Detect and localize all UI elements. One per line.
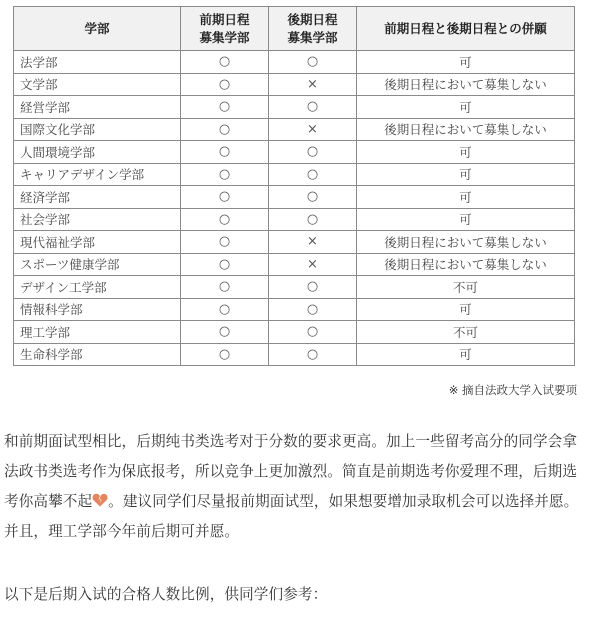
header-late-schedule: 後期日程 募集学部 xyxy=(269,7,357,51)
early-mark-cell: ○ xyxy=(181,298,269,321)
table-row xyxy=(14,96,575,119)
table-row xyxy=(14,163,575,186)
paragraph-reference: 以下是后期入试的合格人数比例，供同学们参考： xyxy=(4,586,328,603)
late-mark-cell: × xyxy=(269,231,357,254)
late-mark-cell: ○ xyxy=(269,186,357,209)
table-row xyxy=(14,276,575,299)
early-mark-cell: ○ xyxy=(181,231,269,254)
paragraph-main-text-1: 和前期面试型相比，后期纯书类选考对于分数的要求更高。加上一些留考高分的同学会拿法政书类选考作为保底报考，所以竞争上更加激烈。简直是前期选考你爱理不理，后期选考你高攀不起 xyxy=(4,433,578,510)
early-mark-cell: ○ xyxy=(181,208,269,231)
table-header-row xyxy=(14,7,575,51)
faculty-cell: 生命科学部 xyxy=(14,343,181,366)
early-mark-cell: ○ xyxy=(181,51,269,74)
combined-cell: 後期日程において募集しない xyxy=(357,231,575,254)
combined-cell: 可 xyxy=(357,96,575,119)
late-mark-cell: ○ xyxy=(269,298,357,321)
late-mark-cell: × xyxy=(269,73,357,96)
table-row xyxy=(14,231,575,254)
header-combined-application: 前期日程と後期日程との併願 xyxy=(357,7,575,51)
admission-table xyxy=(13,6,575,366)
combined-cell: 不可 xyxy=(357,321,575,344)
faculty-cell: 理工学部 xyxy=(14,321,181,344)
table-row xyxy=(14,73,575,96)
combined-cell: 後期日程において募集しない xyxy=(357,253,575,276)
source-note: ※ 摘自法政大学入试要项 xyxy=(448,383,577,397)
table-body xyxy=(14,51,575,366)
combined-cell: 可 xyxy=(357,343,575,366)
late-mark-cell: ○ xyxy=(269,343,357,366)
faculty-cell: デザイン工学部 xyxy=(14,276,181,299)
combined-cell: 不可 xyxy=(357,276,575,299)
combined-cell: 可 xyxy=(357,51,575,74)
faculty-cell: 国際文化学部 xyxy=(14,118,181,141)
faculty-cell: 人間環境学部 xyxy=(14,141,181,164)
table-row xyxy=(14,141,575,164)
early-mark-cell: ○ xyxy=(181,253,269,276)
early-mark-cell: ○ xyxy=(181,186,269,209)
combined-cell: 可 xyxy=(357,208,575,231)
header-early-schedule: 前期日程 募集学部 xyxy=(181,7,269,51)
faculty-cell: 社会学部 xyxy=(14,208,181,231)
late-mark-cell: ○ xyxy=(269,321,357,344)
faculty-cell: キャリアデザイン学部 xyxy=(14,163,181,186)
early-mark-cell: ○ xyxy=(181,321,269,344)
combined-cell: 後期日程において募集しない xyxy=(357,118,575,141)
late-mark-cell: × xyxy=(269,118,357,141)
late-mark-cell: ○ xyxy=(269,51,357,74)
early-mark-cell: ○ xyxy=(181,343,269,366)
faculty-cell: 文学部 xyxy=(14,73,181,96)
combined-cell: 可 xyxy=(357,298,575,321)
late-mark-cell: × xyxy=(269,253,357,276)
faculty-cell: 経済学部 xyxy=(14,186,181,209)
combined-cell: 可 xyxy=(357,163,575,186)
early-mark-cell: ○ xyxy=(181,276,269,299)
table-row xyxy=(14,208,575,231)
late-mark-cell: ○ xyxy=(269,208,357,231)
table-row xyxy=(14,186,575,209)
late-mark-cell: ○ xyxy=(269,163,357,186)
broken-heart-icon xyxy=(92,493,108,507)
early-mark-cell: ○ xyxy=(181,96,269,119)
faculty-cell: スポーツ健康学部 xyxy=(14,253,181,276)
table-row xyxy=(14,51,575,74)
table-row xyxy=(14,253,575,276)
combined-cell: 可 xyxy=(357,141,575,164)
early-mark-cell: ○ xyxy=(181,118,269,141)
table-row xyxy=(14,118,575,141)
faculty-cell: 法学部 xyxy=(14,51,181,74)
early-mark-cell: ○ xyxy=(181,73,269,96)
combined-cell: 後期日程において募集しない xyxy=(357,73,575,96)
table-row xyxy=(14,321,575,344)
header-faculty: 学部 xyxy=(14,7,181,51)
early-mark-cell: ○ xyxy=(181,163,269,186)
faculty-cell: 情報科学部 xyxy=(14,298,181,321)
paragraph-main-text-2: 。建议同学们尽量报前期面试型，如果想要增加录取机会可以选择并愿。并且，理工学部今年前后期可并愿。 xyxy=(4,493,579,540)
table-row xyxy=(14,343,575,366)
late-mark-cell: ○ xyxy=(269,276,357,299)
late-mark-cell: ○ xyxy=(269,96,357,119)
table-row xyxy=(14,298,575,321)
paragraph-main xyxy=(4,427,586,547)
early-mark-cell: ○ xyxy=(181,141,269,164)
faculty-cell: 現代福祉学部 xyxy=(14,231,181,254)
late-mark-cell: ○ xyxy=(269,141,357,164)
combined-cell: 可 xyxy=(357,186,575,209)
faculty-cell: 経営学部 xyxy=(14,96,181,119)
admission-table-container xyxy=(13,6,574,366)
